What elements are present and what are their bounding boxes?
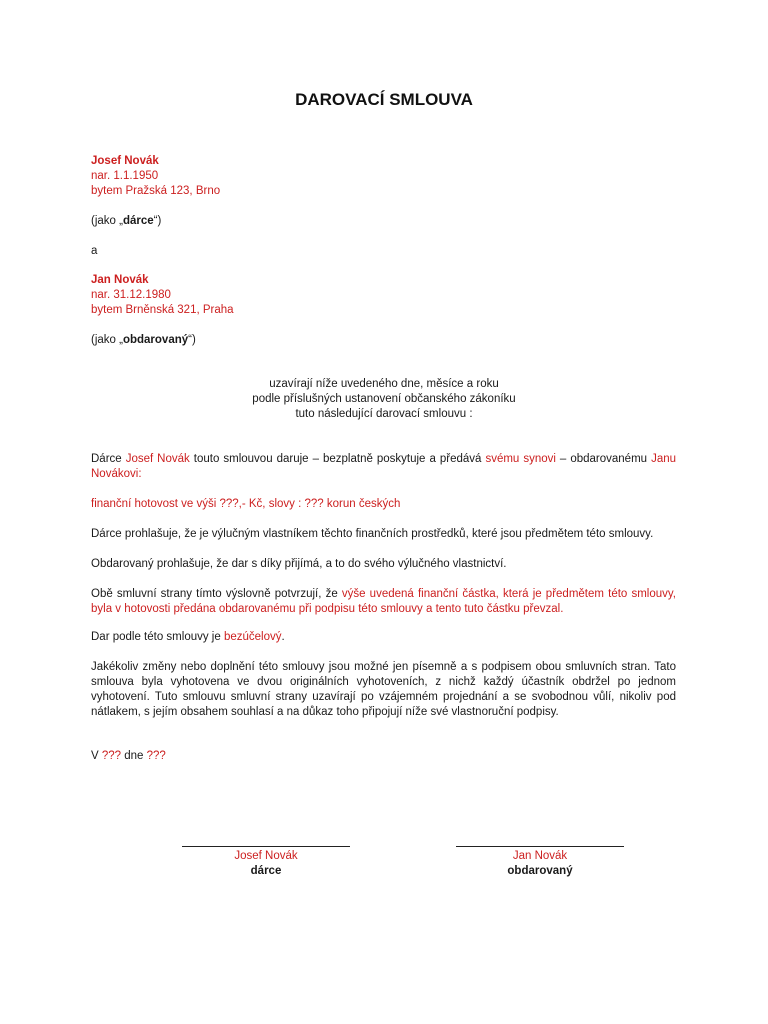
intro-line-2: podle příslušných ustanovení občanského zákoníku <box>252 393 516 405</box>
p1-colon: : <box>138 468 142 480</box>
donor-role-line <box>91 214 161 229</box>
recipient-block <box>91 273 234 318</box>
paragraph-changes: Jakékoliv změny nebo doplnění této smlouvy jsou možné jen písemně a s podpisem obou smluvních stran. Tato smlouva byla vyhotovena ve dvou originálních vyhotoveních, z nichž každý účastník obdržel po jednom vyhotovení. Tuto smlouvu smluvní strany uzavírají po vzájemném projednání a se svobodnou vůlí, nikoliv pod nátlakem, s jejím obsahem souhlasí a na důkaz toho připojují níže své vlastnoruční podpisy. <box>91 661 676 718</box>
paragraph-gift <box>91 452 676 482</box>
recipient-role-prefix: (jako „ <box>91 334 123 346</box>
signature-line-recipient <box>456 838 624 847</box>
paragraph-ownership: Dárce prohlašuje, že je výlučným vlastníkem těchto finančních prostředků, které jsou předmětem této smlouvy. <box>91 528 654 540</box>
p5-text-a: Dar podle této smlouvy je <box>91 631 224 643</box>
signature-donor <box>166 838 366 879</box>
date-value: ??? <box>146 750 166 762</box>
signature-recipient-name: Jan Novák <box>512 850 568 862</box>
donor-role: dárce <box>122 215 154 227</box>
p1-recipient: Janu Novákovi <box>91 453 677 480</box>
p4-text-a: Obě smluvní strany tímto výslovně potvrzují, že <box>91 588 342 600</box>
signature-recipient <box>440 838 640 879</box>
recipient-role-suffix: “) <box>188 334 196 346</box>
intro-line-3: tuto následující darovací smlouvu : <box>295 408 473 420</box>
recipient-address: bytem Brněnská 321, Praha <box>91 304 234 316</box>
place-date-line <box>91 749 676 764</box>
p1-text-c: – obdarovanému <box>555 453 652 465</box>
signature-donor-role: dárce <box>250 865 282 877</box>
recipient-role-line <box>91 333 196 348</box>
paragraph-confirmation <box>91 587 676 617</box>
intro-block <box>0 377 768 422</box>
signature-recipient-role: obdarovaný <box>507 865 573 877</box>
paragraph-acceptance: Obdarovaný prohlašuje, že dar s díky přijímá, a to do svého výlučného vlastnictví. <box>91 558 507 570</box>
recipient-role: obdarovaný <box>122 334 189 346</box>
p1-text-b: touto smlouvou daruje – bezplatně poskytuje a předává <box>189 453 486 465</box>
donor-role-suffix: “) <box>153 215 162 227</box>
p4-red: výše uvedená finanční částka, která je předmětem této smlouvy, byla v hotovosti předána obdarovanému při podpisu této smlouvy a tento tuto částku převzal. <box>91 588 676 615</box>
donor-address: bytem Pražská 123, Brno <box>91 185 221 197</box>
place-value: ??? <box>101 750 122 762</box>
signature-donor-name: Josef Novák <box>234 850 298 862</box>
donor-block <box>91 154 220 199</box>
document-title: DAROVACÍ SMLOUVA <box>295 90 473 109</box>
p1-text-a: Dárce <box>91 453 126 465</box>
recipient-birth: nar. 31.12.1980 <box>91 289 171 301</box>
donor-role-prefix: (jako „ <box>91 215 123 227</box>
p1-relation: svému synovi <box>485 453 556 465</box>
place-prefix: V <box>91 750 102 762</box>
p5-purpose: bezúčelový <box>223 631 282 643</box>
p1-donor: Josef Novák <box>125 453 190 465</box>
recipient-name: Jan Novák <box>91 274 149 286</box>
conjunction: a <box>91 245 98 257</box>
intro-line-1: uzavírají níže uvedeného dne, měsíce a roku <box>269 378 499 390</box>
paragraph-amount: finanční hotovost ve výši ???,- Kč, slovy : ??? korun českých <box>91 498 401 510</box>
signature-line-donor <box>182 838 350 847</box>
p5-text-b: . <box>281 631 285 643</box>
donor-name: Josef Novák <box>91 155 159 167</box>
date-prefix: dne <box>121 750 147 762</box>
donor-birth: nar. 1.1.1950 <box>91 170 159 182</box>
paragraph-purpose <box>91 630 676 645</box>
